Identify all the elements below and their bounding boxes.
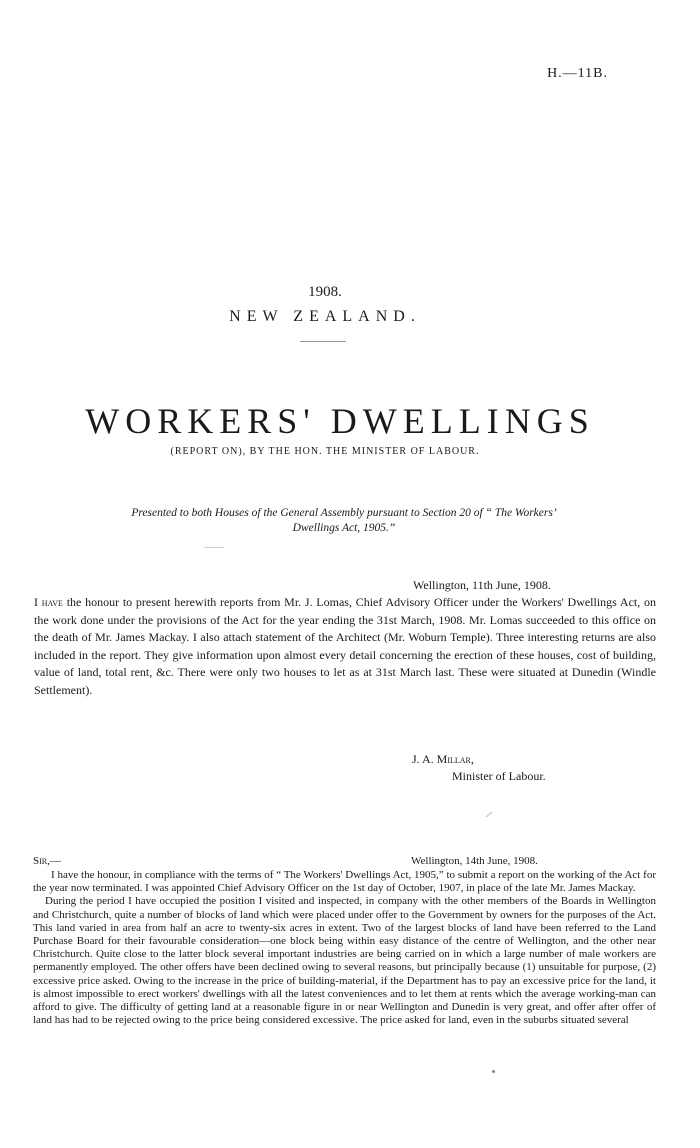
- signature-name: J. A. Millar,: [412, 752, 474, 766]
- document-subtitle: (REPORT ON), BY THE HON. THE MINISTER OF LABOUR.: [170, 446, 480, 457]
- divider-rule: [300, 341, 346, 342]
- letter1-date: Wellington, 11th June, 1908.: [413, 578, 551, 592]
- presented-line-2: Dwellings Act, 1905.”: [292, 522, 396, 534]
- signature-title: Minister of Labour.: [452, 769, 546, 783]
- letter2-paragraph-1: I have the honour, in compliance with the terms of “ The Workers' Dwellings Act, 1905,” to submit a report on the working of the Act for the year now terminated. I was appointed Chief Advisory Officer on the 1st day of October, 1907, in place of the late Mr. James Mackay.: [33, 869, 656, 895]
- letter1-text: the honour to present herewith reports from Mr. J. Lomas, Chief Advisory Officer under the Workers' Dwellings Act, on the work done under the provisions of the Act for the year ending the 31st March, 1908. Mr. Lomas succeeded to this office on the death of Mr. James Mackay. I also attach statement of the Architect (Mr. Woburn Temple). Three interesting returns are also included in the report. They give information upon almost every detail concerning the erection of these houses, cost of building, value of land, total rent, &c. There were only two houses to let as at 31st March last. These were situated at Dunedin (Windle Settlement).: [34, 595, 657, 697]
- presented-note: [34, 506, 654, 536]
- letter2-salutation: Sir,—: [33, 855, 61, 867]
- letter2-paragraph-2: During the period I have occupied the position I visited and inspected, in company with the other members of the Boards in Wellington and Christchurch, quite a number of blocks of land which were placed under offer to the Government by owners for the purposes of the Act. This land varied in area from half an acre to twenty-six acres in extent. Two of the largest blocks of land have been referred to the Land Purchase Board for their favourable consideration—one block being within easy distance of the centre of Wellington, and the other near Christchurch. Quite close to the latter block several important industries are being carried on in which a large number of male workers are permanently employed. The other offers have been declined owing to several reasons, but principally because (1) unsuitable for purpose, (2) excessive price asked. Owing to the increase in the price of building-material, if the Department has to pay an excessive price for the land, it is almost impossible to erect workers' dwellings with all the latest conveniences and to let them at rents which the average working-man can afford to give. The difficulty of getting land at a reasonable figure in or near Wellington and Dunedin is very great, and offer after offer of land has had to be rejected owing to the price being considered excessive. The price asked for land, even in the suburbs situated several: [33, 895, 656, 1027]
- divider-rule-small: [204, 547, 224, 548]
- year-heading: 1908.: [308, 284, 342, 300]
- document-title: WORKERS' DWELLINGS: [85, 401, 595, 441]
- presented-line-1: Presented to both Houses of the General Assembly pursuant to Section 20 of “ The Workers’: [131, 507, 557, 519]
- letter1-opening: I have: [34, 595, 63, 609]
- page-reference: H.—11B.: [547, 66, 608, 81]
- letter2-body: [33, 869, 656, 1027]
- ink-mark: [486, 812, 493, 818]
- letter1-body: [34, 594, 656, 700]
- letter2-date: Wellington, 14th June, 1908.: [411, 855, 538, 867]
- country-heading: NEW ZEALAND.: [229, 308, 421, 325]
- ink-dot: [492, 1070, 495, 1073]
